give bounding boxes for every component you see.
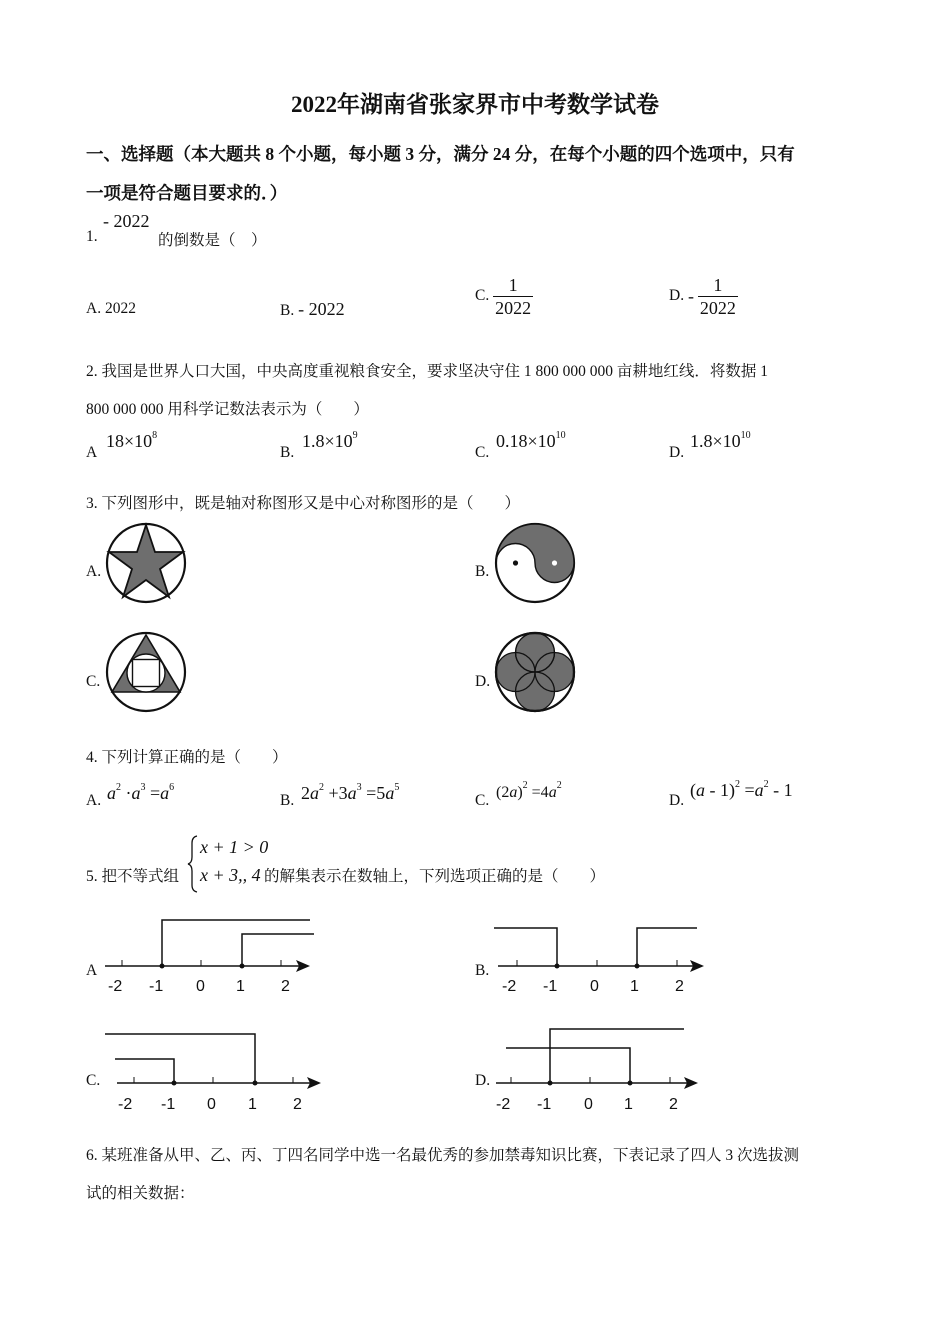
nl-d-tick-1: 1 (624, 1096, 633, 1113)
q3-option-b-label: B. (475, 563, 490, 580)
q2-option-a-base: 18×10 (106, 431, 153, 451)
q5-suffix: 的解集表示在数轴上，下列选项正确的是（ ） (264, 868, 606, 885)
nl-b-tick-m2: -2 (502, 978, 517, 995)
q2-option-d-base: 1.8×10 (690, 431, 741, 451)
q2-option-a-label: A (86, 444, 98, 461)
q3-text: 3. 下列图形中，既是轴对称图形又是中心对称图形的是（ ） (86, 495, 521, 512)
q4-option-d-expression: $(a - 1)^2 =a^2 - 1$ (690, 779, 793, 800)
nl-b-tick-2: 2 (675, 978, 684, 995)
q1-option-d-label: D. (669, 287, 685, 305)
number-line-c (105, 1034, 321, 1089)
q4-text: 4. 下列计算正确的是（ ） (86, 749, 288, 766)
q5-option-c-label: C. (86, 1072, 101, 1089)
nl-d-tick-m1: -1 (537, 1096, 552, 1113)
q1-option-b-label: B. (280, 302, 295, 319)
nl-a-tick-0: 0 (196, 978, 205, 995)
q1-option-c-label: C. (475, 287, 490, 305)
q1-number: 1. (86, 228, 98, 245)
q2-option-d-label: D. (669, 444, 685, 461)
q2-option-c-exponent: 10 (555, 430, 566, 441)
q1-option-c-denominator: 2022 (495, 298, 532, 318)
q2-option-a-exponent: 8 (152, 430, 158, 441)
q2-option-c-label: C. (475, 444, 490, 461)
nl-c-tick-0: 0 (207, 1096, 216, 1113)
q2-option-b-base: 1.8×10 (302, 431, 353, 451)
q2-text-line1: 2. 我国是世界人口大国，中央高度重视粮食安全，要求坚决守住 1 800 000 000 亩耕地红线．将数据 1 (86, 363, 769, 380)
number-line-b (494, 928, 704, 972)
q1-option-c-numerator: 1 (508, 275, 518, 295)
section-heading-line2: 一项是符合题目要求的．） (86, 183, 288, 203)
q1-option-d-sign: - (687, 286, 694, 306)
nl-c-tick-m2: -2 (118, 1096, 133, 1113)
nl-b-tick-0: 0 (590, 978, 599, 995)
nl-b-tick-m1: -1 (543, 978, 558, 995)
number-line-d (496, 1029, 698, 1089)
nl-c-tick-m1: -1 (161, 1096, 176, 1113)
q5-option-b-label: B. (475, 962, 490, 979)
page-title: 2022年湖南省张家界市中考数学试卷 (291, 92, 659, 117)
q4-option-c-label: C. (475, 792, 490, 809)
q1-option-d-denominator: 2022 (699, 298, 736, 318)
q5-inequality-1-text: x + 1 > 0 (200, 837, 269, 857)
q2-option-c-base: 0.18×10 (496, 431, 556, 451)
q1-option-a-value: 2022 (104, 300, 136, 317)
q3-option-c-label: C. (86, 673, 101, 690)
q3-option-d-label: D. (475, 673, 491, 690)
q2-option-b-label: B. (280, 444, 295, 461)
section-heading-line1: 一、选择题（本大题共 8 个小题，每小题 3 分，满分 24 分，在每个小题的四个选项中，只有 (86, 144, 795, 164)
q5-inequality-2-text: x + 3,, 4 (200, 865, 261, 885)
nl-a-tick-m1: -1 (149, 978, 164, 995)
number-line-a (105, 920, 314, 972)
q4-option-c-expression: $(2a)^2 =4a^2$ (496, 780, 562, 801)
nl-a-tick-2: 2 (281, 978, 290, 995)
nl-b-tick-1: 1 (630, 978, 639, 995)
q2-option-d-exponent: 10 (740, 430, 751, 441)
q5-option-a-label: A (86, 962, 98, 979)
nl-d-tick-2: 2 (669, 1096, 678, 1113)
q1-option-b-value: - 2022 (298, 299, 345, 319)
q5-prefix: 5. 把不等式组 (86, 868, 180, 885)
q4-option-d-label: D. (669, 792, 685, 809)
q6-text-line1: 6. 某班准备从甲、乙、丙、丁四名同学中选一名最优秀的参加禁毒知识比赛，下表记录了四人 3 次选拔测 (86, 1147, 800, 1164)
q4-option-a-expression: $a^2 \cdot a^3 =a^6$ (107, 782, 175, 803)
nl-d-tick-m2: -2 (496, 1096, 511, 1113)
q4-option-b-label: B. (280, 792, 295, 809)
q1-text: 的倒数是（ ） (158, 232, 267, 249)
q1-expression: - 2022 (103, 211, 150, 231)
nl-a-tick-m2: -2 (108, 978, 123, 995)
q6-text-line2: 试的相关数据： (86, 1185, 195, 1202)
q1-option-a-label: A. (86, 300, 102, 317)
nl-d-tick-0: 0 (584, 1096, 593, 1113)
nl-c-tick-1: 1 (248, 1096, 257, 1113)
nl-a-tick-1: 1 (236, 978, 245, 995)
q1-option-d-numerator: 1 (713, 275, 723, 295)
q4-option-b-expression: $2a^2 +3a^3 =5a^5$ (301, 782, 400, 803)
q2-option-b-exponent: 9 (352, 430, 358, 441)
q2-text-line2: 800 000 000 用科学记数法表示为（ ） (86, 401, 369, 418)
q5-option-d-label: D. (475, 1072, 491, 1089)
nl-c-tick-2: 2 (293, 1096, 302, 1113)
q3-option-a-label: A. (86, 563, 102, 580)
q4-option-a-label: A. (86, 792, 102, 809)
